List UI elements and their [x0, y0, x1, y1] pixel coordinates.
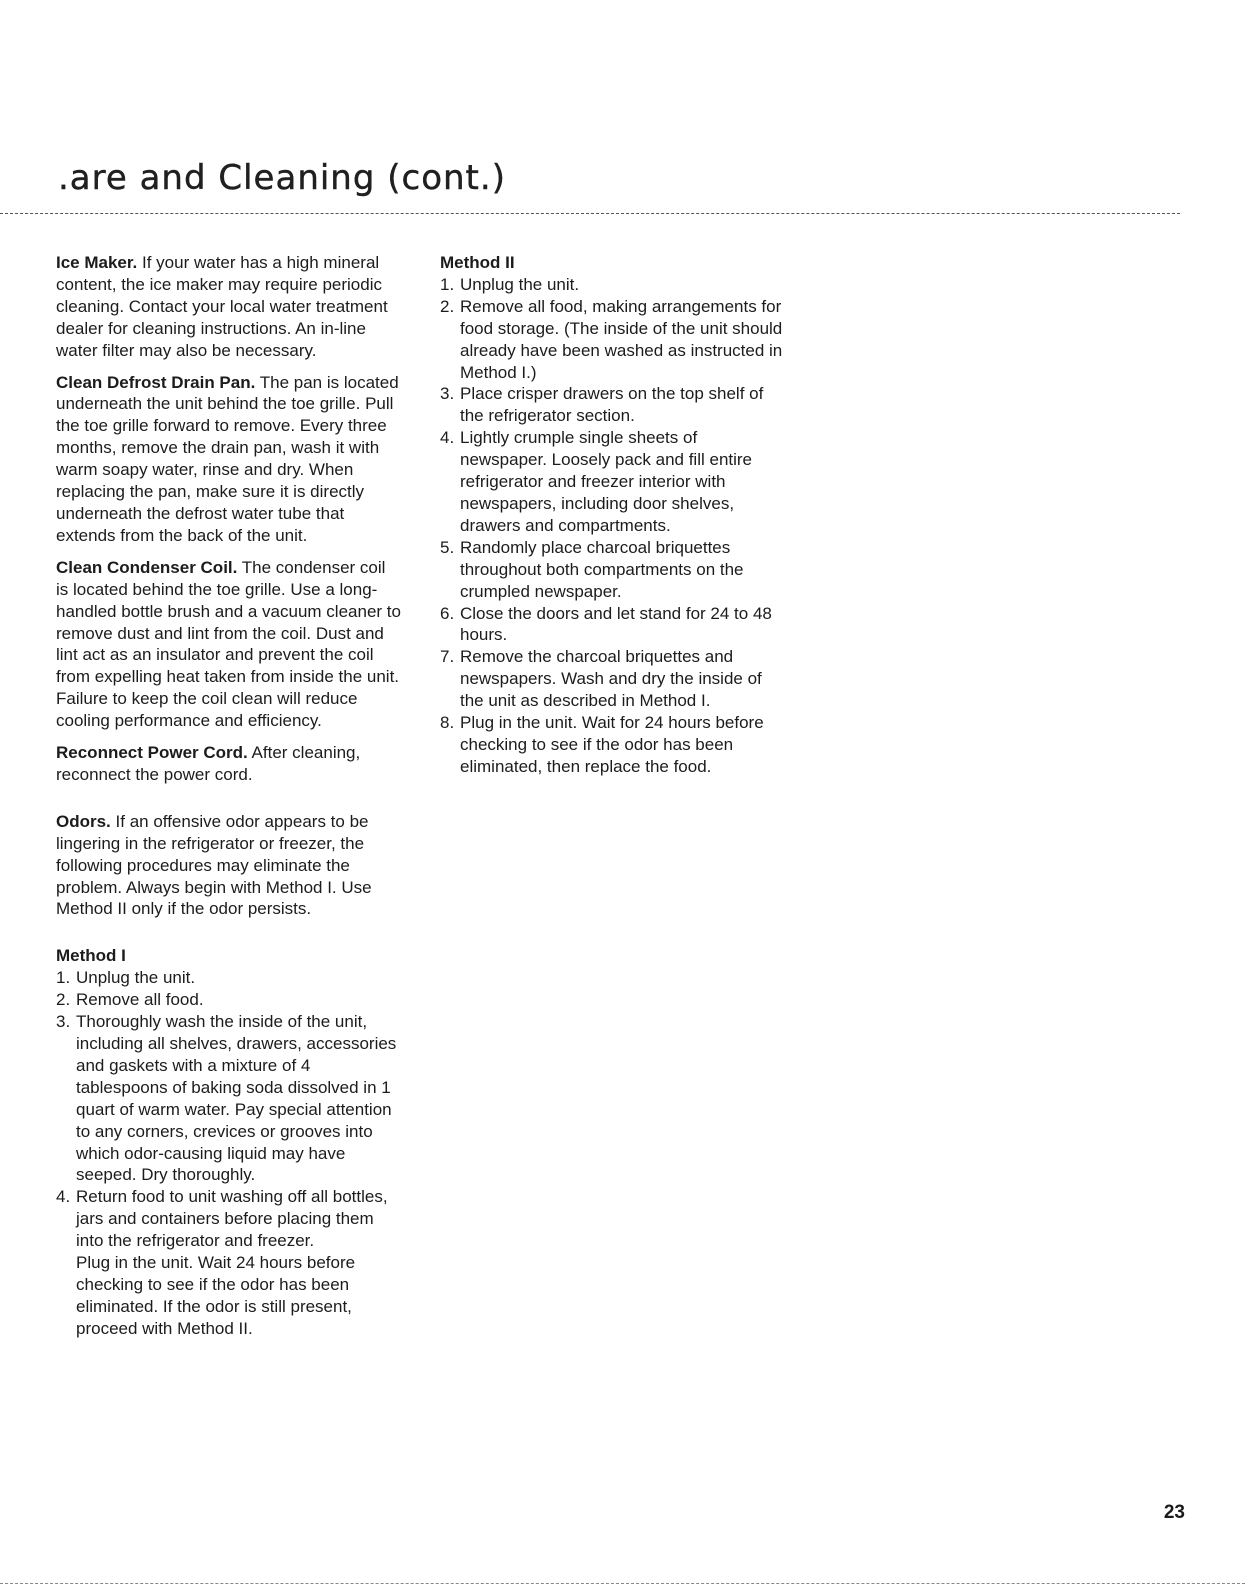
list-item: [56, 967, 401, 989]
bottom-divider: [0, 1583, 1245, 1584]
drain-pan-paragraph: [56, 372, 401, 547]
step-number: 4.: [56, 1187, 71, 1207]
method-one-steps: [56, 967, 401, 1339]
step-number: 3.: [440, 384, 455, 404]
step-number: 5.: [440, 537, 455, 557]
step-number: 2.: [440, 296, 455, 316]
step-text: Randomly place charcoal briquettes throughout both compartments on the crumpled newspaper.: [460, 537, 744, 601]
step-number: 3.: [56, 1012, 71, 1032]
odors-text: If an offensive odor appears to be lingering in the refrigerator or freezer, the following procedures may eliminate the problem. Always begin with Method I. Use Method II only if the odor persists.: [56, 811, 372, 919]
list-item: [440, 383, 785, 427]
method-two-steps: [440, 274, 785, 778]
step-text: Lightly crumple single sheets of newspaper. Loosely pack and fill entire refrigerator and freezer interior with newspapers, including door shelves, drawers and compartments.: [460, 428, 753, 535]
list-item: [56, 1011, 401, 1186]
odors-lead: Odors.: [56, 811, 111, 831]
page-title: .are and Cleaning (cont.): [58, 158, 506, 198]
odors-paragraph: [56, 811, 401, 921]
step-text: Unplug the unit.: [76, 968, 196, 988]
list-item: [440, 712, 785, 778]
ice-maker-paragraph: [56, 252, 401, 362]
list-item: [440, 427, 785, 537]
right-column: [440, 252, 785, 778]
list-item: [56, 1252, 401, 1340]
condenser-lead: Clean Condenser Coil.: [56, 557, 238, 577]
list-item: [440, 296, 785, 384]
step-number: 1.: [56, 968, 71, 988]
method-one-heading: Method I: [56, 946, 126, 966]
step-text: Remove the charcoal briquettes and newspapers. Wash and dry the inside of the unit as described in Method I.: [460, 647, 762, 711]
step-text: Return food to unit washing off all bottles, jars and containers before placing them into the refrigerator and freezer.: [76, 1187, 388, 1251]
step-number: 7.: [440, 647, 455, 667]
list-item: [440, 646, 785, 712]
step-number: 2.: [56, 990, 71, 1010]
ice-maker-lead: Ice Maker.: [56, 253, 138, 272]
page-number: 23: [1163, 1502, 1185, 1523]
step-text: Unplug the unit.: [460, 274, 580, 294]
step-number: 1.: [440, 274, 455, 294]
title-divider: [0, 213, 1180, 214]
list-item: [440, 603, 785, 647]
step-text: Close the doors and let stand for 24 to 48 hours.: [460, 603, 772, 645]
step-text: Place crisper drawers on the top shelf of the refrigerator section.: [460, 384, 764, 426]
drain-pan-text: The pan is located underneath the unit behind the toe grille. Pull the toe grille forward to remove. Every three months, remove the drain pan, wash it with warm soapy water, rinse and dry. When replacing the pan, make sure it is directly underneath the defrost water tube that extends from the back of the unit.: [56, 372, 399, 545]
step-number: 4.: [440, 428, 455, 448]
ice-maker-text: If your water has a high mineral content, the ice maker may require periodic cleaning. Contact your local water treatment dealer for cleaning instructions. An in-line water filter may also be necessary.: [56, 253, 388, 360]
left-column: [56, 252, 401, 1340]
reconnect-text: After cleaning, reconnect the power cord.: [56, 743, 361, 784]
step-number: 6.: [440, 603, 455, 623]
step-text: Thoroughly wash the inside of the unit, including all shelves, drawers, accessories and gaskets with a mixture of 4 tablespoons of baking soda dissolved in 1 quart of warm water. Pay special attention to any corners, crevices or grooves into which odor-causing liquid may have seeped. Dry thoroughly.: [76, 1012, 397, 1185]
condenser-paragraph: [56, 557, 401, 732]
step-text: Plug in the unit. Wait for 24 hours before checking to see if the odor has been eliminated, then replace the food.: [460, 713, 764, 776]
step-text: Remove all food, making arrangements for food storage. (The inside of the unit should already have been washed as instructed in Method I.): [460, 296, 783, 382]
list-item: [440, 274, 785, 296]
list-item: [440, 537, 785, 603]
reconnect-lead: Reconnect Power Cord.: [56, 743, 248, 763]
step-text: Remove all food.: [76, 990, 204, 1010]
condenser-text: The condenser coil is located behind the toe grille. Use a long-handled bottle brush and a vacuum cleaner to remove dust and lint from the coil. Dust and lint act as an insulator and prevent the coil from expelling heat taken from inside the unit. Failure to keep the coil clean will reduce cooling performance and efficiency.: [56, 557, 401, 731]
step-number: 8.: [440, 713, 455, 733]
method-two-heading: Method II: [440, 253, 515, 272]
step-text: Plug in the unit. Wait 24 hours before checking to see if the odor has been eliminated. If the odor is still present, proceed with Method II.: [76, 1253, 356, 1338]
list-item: [56, 1186, 401, 1252]
list-item: [56, 989, 401, 1011]
reconnect-paragraph: [56, 742, 401, 786]
drain-pan-lead: Clean Defrost Drain Pan.: [56, 372, 256, 392]
